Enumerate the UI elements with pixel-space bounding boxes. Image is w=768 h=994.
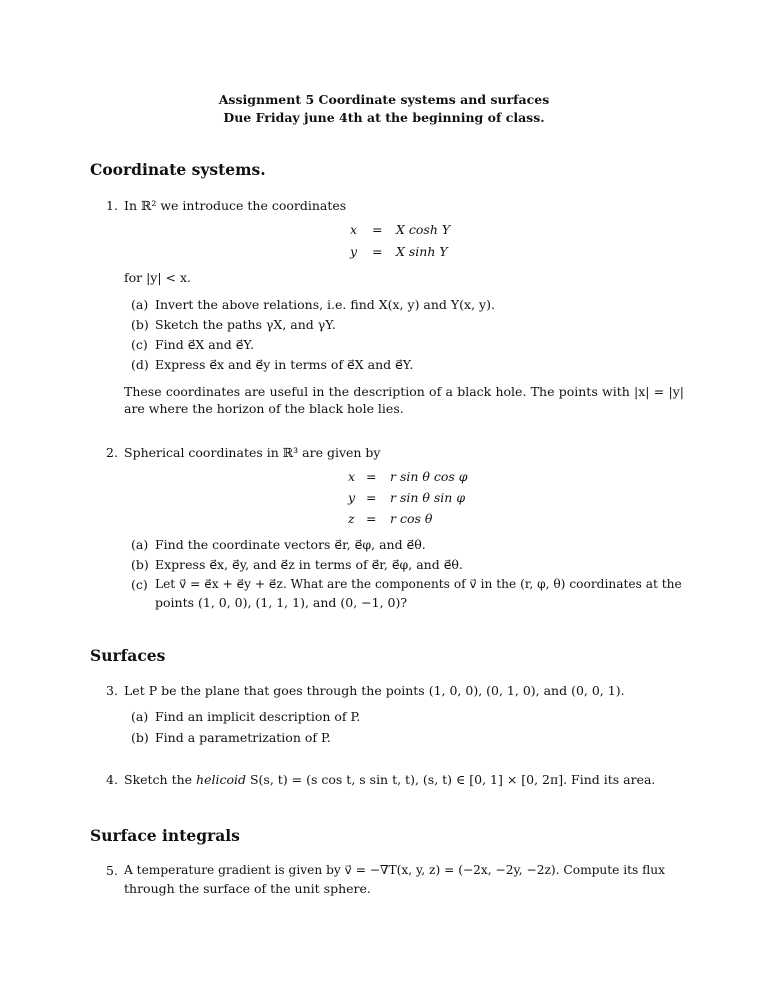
p1-b-text: Sketch the paths γX, and γY.: [155, 317, 336, 332]
problem-1-number: 1.: [106, 198, 118, 213]
title-line-1: Assignment 5 Coordinate systems and surfaces: [218, 92, 550, 107]
p2-eq2-lhs: y: [348, 490, 356, 505]
p2-a-label: (a): [131, 537, 149, 552]
problem-2-intro: Spherical coordinates in ℝ³ are given by: [124, 445, 381, 460]
p1-a-label: (a): [131, 297, 149, 312]
p1-eq2-equals: =: [372, 244, 383, 259]
problem-5-line-2: through the surface of the unit sphere.: [124, 881, 371, 896]
p1-a-text: Invert the above relations, i.e. find X(x, y) and Y(x, y).: [155, 297, 495, 312]
p1-eq2-lhs: y: [350, 244, 358, 259]
p1-c-text: Find e⃗X and e⃗Y.: [155, 337, 255, 352]
p1-b-label: (b): [131, 317, 149, 332]
p2-c-text-line-1: Let v⃗ = e⃗x + e⃗y + e⃗z. What are the components of v⃗ in the (r, φ, θ) coordinates at the: [155, 577, 682, 591]
p4-helicoid-word: helicoid: [196, 772, 247, 787]
p1-condition: for |y| < x.: [124, 270, 192, 285]
p2-eq2-equals: =: [366, 490, 377, 505]
section-heading-coordinate-systems: Coordinate systems.: [90, 160, 266, 179]
p3-a-text: Find an implicit description of P.: [155, 709, 361, 724]
p2-eq1-lhs: x: [348, 469, 356, 484]
problem-3-intro: Let P be the plane that goes through the points (1, 0, 0), (0, 1, 0), and (0, 0, 1).: [124, 683, 625, 698]
p2-eq2-rhs: r sin θ sin φ: [390, 490, 466, 505]
p1-eq2-rhs: X sinh Y: [396, 244, 448, 259]
p2-eq1-rhs: r sin θ cos φ: [390, 469, 468, 484]
p2-b-label: (b): [131, 557, 149, 572]
p2-eq3-lhs: z: [348, 511, 355, 526]
p2-c-text-line-2: points (1, 0, 0), (1, 1, 1), and (0, −1, 0)?: [155, 595, 408, 610]
p2-c-label: (c): [131, 577, 148, 592]
p1-eq1-lhs: x: [350, 222, 358, 237]
problem-2-number: 2.: [106, 445, 118, 460]
p1-d-text: Express e⃗x and e⃗y in terms of e⃗X and e⃗Y.: [155, 357, 414, 372]
title-line-2: Due Friday june 4th at the beginning of class.: [223, 110, 545, 125]
p2-eq3-rhs: r cos θ: [390, 511, 433, 526]
problem-3-number: 3.: [106, 683, 118, 698]
problem-1-intro: In ℝ² we introduce the coordinates: [124, 198, 347, 213]
section-heading-surface-integrals: Surface integrals: [90, 826, 240, 845]
p1-note: These coordinates are useful in the description of a black hole. The points with |x| = |y| are where the horizon of the black hole lies.: [124, 384, 684, 416]
p4-pre: Sketch the: [124, 772, 197, 787]
p3-b-text: Find a parametrization of P.: [155, 730, 331, 745]
p2-b-text: Express e⃗x, e⃗y, and e⃗z in terms of e⃗r, e⃗φ, and e⃗θ.: [155, 557, 463, 572]
p3-a-label: (a): [131, 709, 149, 724]
p1-d-label: (d): [131, 357, 149, 372]
p2-eq3-equals: =: [366, 511, 377, 526]
problem-5-line-1: A temperature gradient is given by v⃗ = −∇T(x, y, z) = (−2x, −2y, −2z). Compute its flux: [124, 863, 666, 877]
problem-4-number: 4.: [106, 772, 118, 787]
p3-b-label: (b): [131, 730, 149, 745]
problem-4-text: [124, 772, 655, 787]
p1-eq1-equals: =: [372, 222, 383, 237]
p1-c-label: (c): [131, 337, 148, 352]
p2-a-text: Find the coordinate vectors e⃗r, e⃗φ, and e⃗θ.: [155, 537, 426, 552]
section-heading-surfaces: Surfaces: [90, 646, 166, 665]
p4-post: S(s, t) = (s cos t, s sin t, t), (s, t) ∈ [0, 1] × [0, 2π]. Find its area.: [246, 772, 656, 787]
p1-eq1-rhs: X cosh Y: [396, 222, 451, 237]
p2-eq1-equals: =: [366, 469, 377, 484]
problem-5-number: 5.: [106, 863, 118, 878]
